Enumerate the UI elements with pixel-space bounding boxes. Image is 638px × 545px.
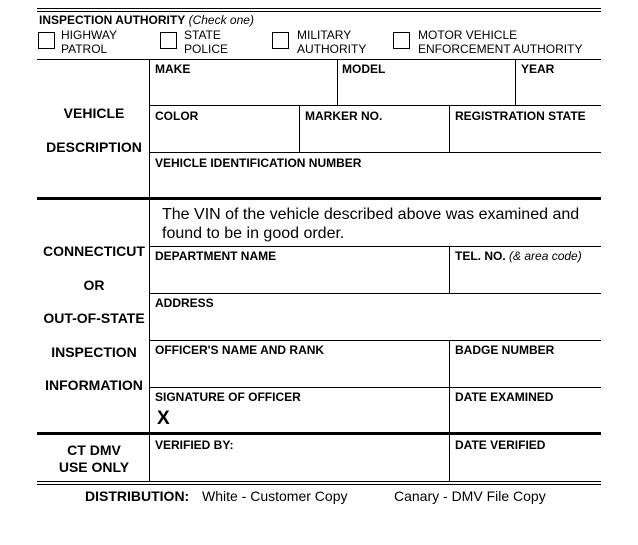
top-double-rule-1 bbox=[37, 8, 601, 9]
cell-divider bbox=[449, 340, 450, 433]
option-line: POLICE bbox=[184, 42, 229, 56]
dmv-side-line2: USE ONLY bbox=[58, 459, 130, 475]
officer-name-rank-field[interactable] bbox=[151, 357, 448, 386]
checkbox-highway-patrol[interactable] bbox=[38, 32, 55, 49]
officer-name-rank-label: OFFICER'S NAME AND RANK bbox=[155, 343, 325, 357]
option-line: MILITARY bbox=[297, 28, 352, 42]
authority-hint: (Check one) bbox=[188, 13, 254, 27]
marker-field[interactable] bbox=[301, 123, 448, 151]
side-column-divider bbox=[149, 59, 150, 482]
row-rule bbox=[150, 293, 601, 294]
model-field[interactable] bbox=[339, 76, 514, 104]
inspection-side-line3: OUT-OF-STATE bbox=[43, 310, 145, 326]
cell-divider bbox=[449, 435, 450, 482]
authority-bottom-rule bbox=[37, 59, 601, 60]
option-line: STATE bbox=[184, 28, 221, 42]
badge-number-label: BADGE NUMBER bbox=[455, 343, 555, 357]
registration-state-label: REGISTRATION STATE bbox=[455, 109, 586, 123]
row-rule bbox=[150, 246, 601, 247]
bottom-double-rule-2 bbox=[37, 484, 601, 485]
color-field[interactable] bbox=[151, 123, 298, 151]
bottom-double-rule-1 bbox=[37, 481, 601, 482]
row-rule bbox=[150, 105, 601, 106]
distribution-label: DISTRIBUTION: bbox=[85, 488, 190, 504]
vehicle-side-line2: DESCRIPTION bbox=[46, 139, 142, 155]
signature-officer-label: SIGNATURE OF OFFICER bbox=[155, 390, 301, 404]
color-label: COLOR bbox=[155, 109, 199, 123]
row-rule bbox=[150, 340, 601, 341]
dmv-side-line1: CT DMV bbox=[67, 442, 121, 458]
date-examined-field[interactable] bbox=[451, 404, 600, 431]
checkbox-state-police[interactable] bbox=[160, 32, 177, 49]
marker-label: MARKER NO. bbox=[305, 109, 383, 123]
tel-no-hint: (& area code) bbox=[509, 249, 582, 263]
tel-no-text: TEL. NO. bbox=[455, 249, 506, 263]
option-military-authority-label bbox=[297, 28, 366, 56]
section-separator-thick bbox=[37, 432, 601, 435]
tel-no-label bbox=[455, 249, 582, 263]
row-rule bbox=[150, 387, 601, 388]
tel-no-field[interactable] bbox=[451, 263, 600, 292]
verified-by-field[interactable] bbox=[151, 452, 448, 480]
model-label: MODEL bbox=[342, 62, 386, 76]
vehicle-side-line1: VEHICLE bbox=[63, 105, 125, 121]
date-verified-label: DATE VERIFIED bbox=[455, 438, 546, 452]
date-verified-field[interactable] bbox=[451, 452, 600, 480]
authority-title: INSPECTION AUTHORITY bbox=[39, 13, 186, 27]
option-line: HIGHWAY bbox=[61, 28, 117, 42]
inspection-side-line1: CONNECTICUT bbox=[43, 243, 145, 259]
signature-x-mark: X bbox=[157, 408, 170, 429]
cell-divider bbox=[515, 59, 516, 105]
badge-number-field[interactable] bbox=[451, 357, 600, 386]
verified-by-label: VERIFIED BY: bbox=[155, 438, 234, 452]
cell-divider bbox=[449, 105, 450, 152]
inspection-side-line5: INFORMATION bbox=[45, 377, 143, 393]
address-field[interactable] bbox=[151, 310, 600, 339]
vin-label: VEHICLE IDENTIFICATION NUMBER bbox=[155, 156, 362, 170]
cell-divider bbox=[299, 105, 300, 152]
registration-state-field[interactable] bbox=[451, 123, 600, 151]
option-state-police-label bbox=[184, 28, 228, 56]
department-name-label: DEPARTMENT NAME bbox=[155, 249, 277, 263]
distribution-dmv-copy: Canary - DMV File Copy bbox=[394, 488, 546, 504]
inspection-side-line2: OR bbox=[83, 277, 105, 293]
option-line: AUTHORITY bbox=[297, 42, 367, 56]
vin-statement: The VIN of the vehicle described above was examined and found to be in good order. bbox=[162, 206, 580, 242]
make-label: MAKE bbox=[155, 62, 191, 76]
cell-divider bbox=[449, 246, 450, 293]
option-highway-patrol-label bbox=[61, 28, 117, 56]
signature-officer-field[interactable] bbox=[178, 404, 448, 431]
top-double-rule-2 bbox=[37, 11, 601, 12]
option-line: MOTOR VEHICLE bbox=[418, 28, 518, 42]
checkbox-motor-vehicle-enforcement[interactable] bbox=[393, 32, 410, 49]
cell-divider bbox=[337, 59, 338, 105]
option-line: PATROL bbox=[61, 42, 108, 56]
make-field[interactable] bbox=[151, 76, 336, 104]
checkbox-military-authority[interactable] bbox=[272, 32, 289, 49]
option-line: ENFORCEMENT AUTHORITY bbox=[418, 42, 583, 56]
vin-field[interactable] bbox=[151, 170, 600, 196]
section-separator-thick bbox=[37, 197, 601, 200]
date-examined-label: DATE EXAMINED bbox=[455, 390, 554, 404]
option-motor-vehicle-enforcement-label bbox=[418, 28, 582, 56]
year-label: YEAR bbox=[521, 62, 555, 76]
distribution-customer-copy: White - Customer Copy bbox=[202, 488, 348, 504]
row-rule bbox=[150, 152, 601, 153]
inspection-side-line4: INSPECTION bbox=[51, 344, 137, 360]
year-field[interactable] bbox=[517, 76, 600, 104]
authority-header bbox=[39, 13, 254, 27]
address-label: ADDRESS bbox=[155, 296, 214, 310]
department-name-field[interactable] bbox=[151, 263, 448, 292]
